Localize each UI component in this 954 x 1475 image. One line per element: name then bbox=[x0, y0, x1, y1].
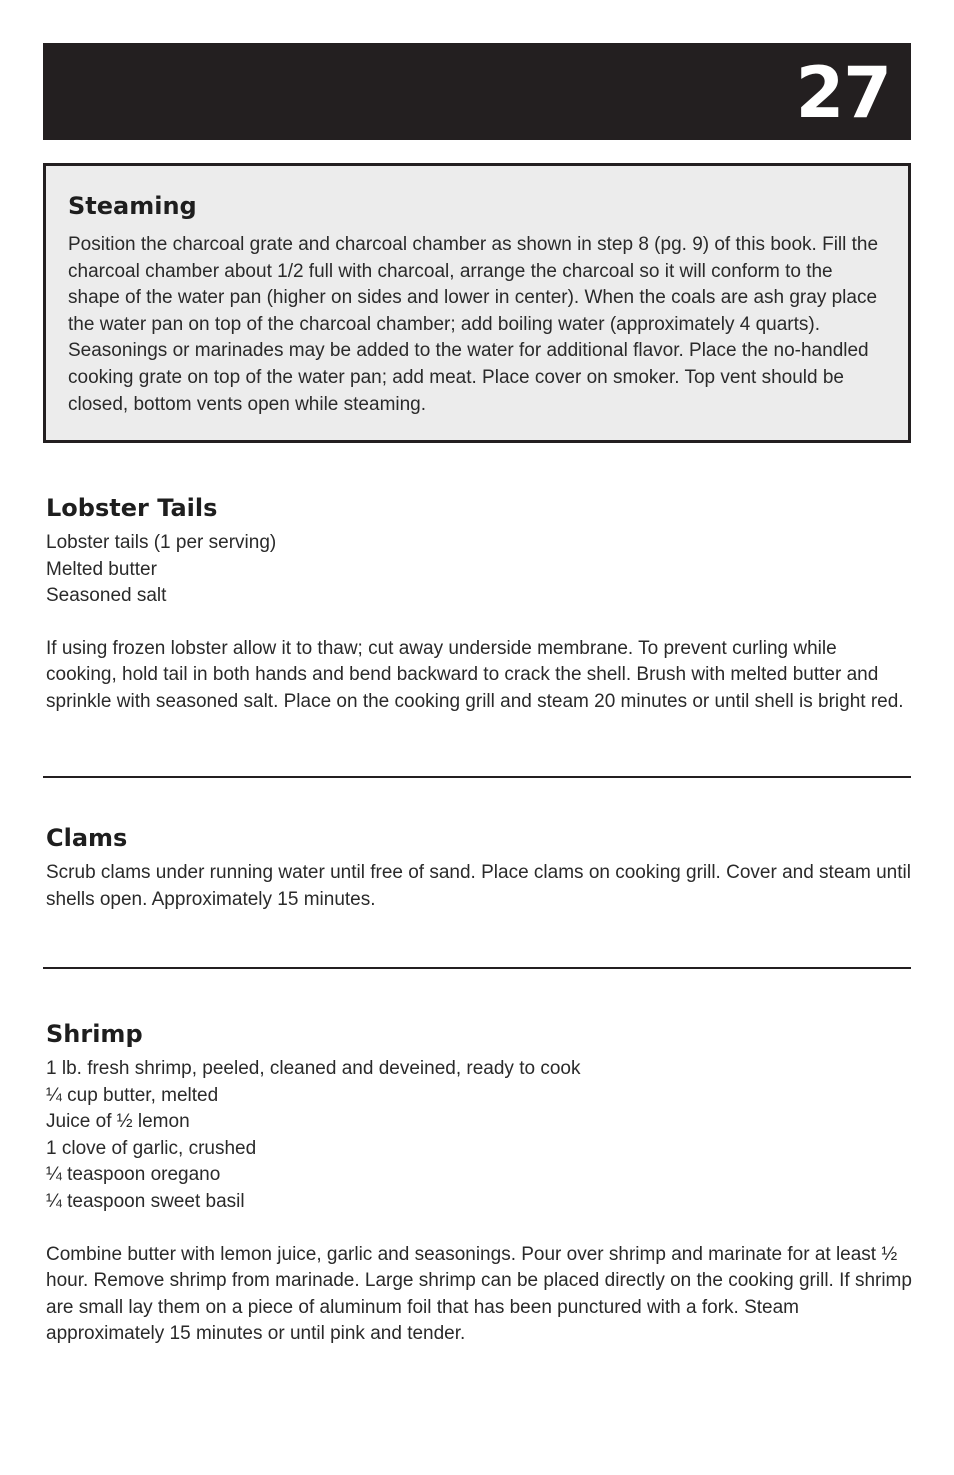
shrimp-recipe bbox=[46, 1019, 912, 1348]
shrimp-directions: Combine butter with lemon juice, garlic and seasonings. Pour over shrimp and marinate for at least ½ hour. Remove shrimp from marinade. Large shrimp can be placed directly on the cooking grill. If shrimp are small lay them on a piece of aluminum foil that has been punctured with a fork. Steam approximately 15 minutes or until pink and tender. bbox=[46, 1243, 912, 1345]
ingredient-item: Lobster tails (1 per serving) bbox=[46, 532, 277, 553]
shrimp-ingredients-list bbox=[46, 1056, 912, 1216]
ingredient-item: 1 lb. fresh shrimp, peeled, cleaned and deveined, ready to cook bbox=[46, 1058, 581, 1079]
page-header-bar bbox=[43, 43, 911, 140]
page-number: 27 bbox=[795, 52, 891, 134]
ingredient-item: Juice of ½ lemon bbox=[46, 1111, 190, 1133]
ingredient-item: ¼ teaspoon sweet basil bbox=[46, 1190, 245, 1212]
ingredient-item: ¼ teaspoon oregano bbox=[46, 1164, 221, 1186]
steaming-info-box bbox=[43, 163, 911, 443]
lobster-ingredients-list bbox=[46, 530, 912, 610]
section-divider bbox=[43, 776, 911, 778]
lobster-tails-recipe bbox=[46, 493, 912, 716]
ingredient-item: Melted butter bbox=[46, 558, 157, 580]
ingredient-item: 1 clove of garlic, crushed bbox=[46, 1137, 257, 1159]
clams-directions: Scrub clams under running water until free of sand. Place clams on cooking grill. Cover and steam until shells open. Approximately 15 minutes. bbox=[46, 862, 911, 910]
ingredient-item: Seasoned salt bbox=[46, 585, 167, 607]
clams-recipe bbox=[46, 823, 912, 913]
lobster-directions: If using frozen lobster allow it to thaw; cut away underside membrane. To prevent curling while cooking, hold tail in both hands and bend backward to crack the shell. Brush with melted butter and sprinkle with seasoned salt. Place on the cooking grill and steam 20 minutes or until shell is bright red. bbox=[46, 637, 904, 712]
ingredient-item: ¼ cup butter, melted bbox=[46, 1084, 219, 1106]
steaming-title: Steaming bbox=[68, 192, 197, 220]
clams-title: Clams bbox=[46, 824, 128, 852]
steaming-instructions: Position the charcoal grate and charcoal chamber as shown in step 8 (pg. 9) of this book. Fill the charcoal chamber about 1/2 full with charcoal, arrange the charcoal so it will conform to the shape of the water pan (higher on sides and lower in center). When the coals are ash gray place the water pan on top of the charcoal chamber; add boiling water (approximately 4 quarts). Seasonings or marinades may be added to the water for additional flavor. Place the no-handled cooking grate on top of the water pan; add meat. Place cover on smoker. Top vent should be closed, bottom vents open while steaming. bbox=[68, 234, 879, 415]
section-divider bbox=[43, 967, 911, 969]
shrimp-title: Shrimp bbox=[46, 1020, 143, 1048]
lobster-tails-title: Lobster Tails bbox=[46, 494, 218, 522]
